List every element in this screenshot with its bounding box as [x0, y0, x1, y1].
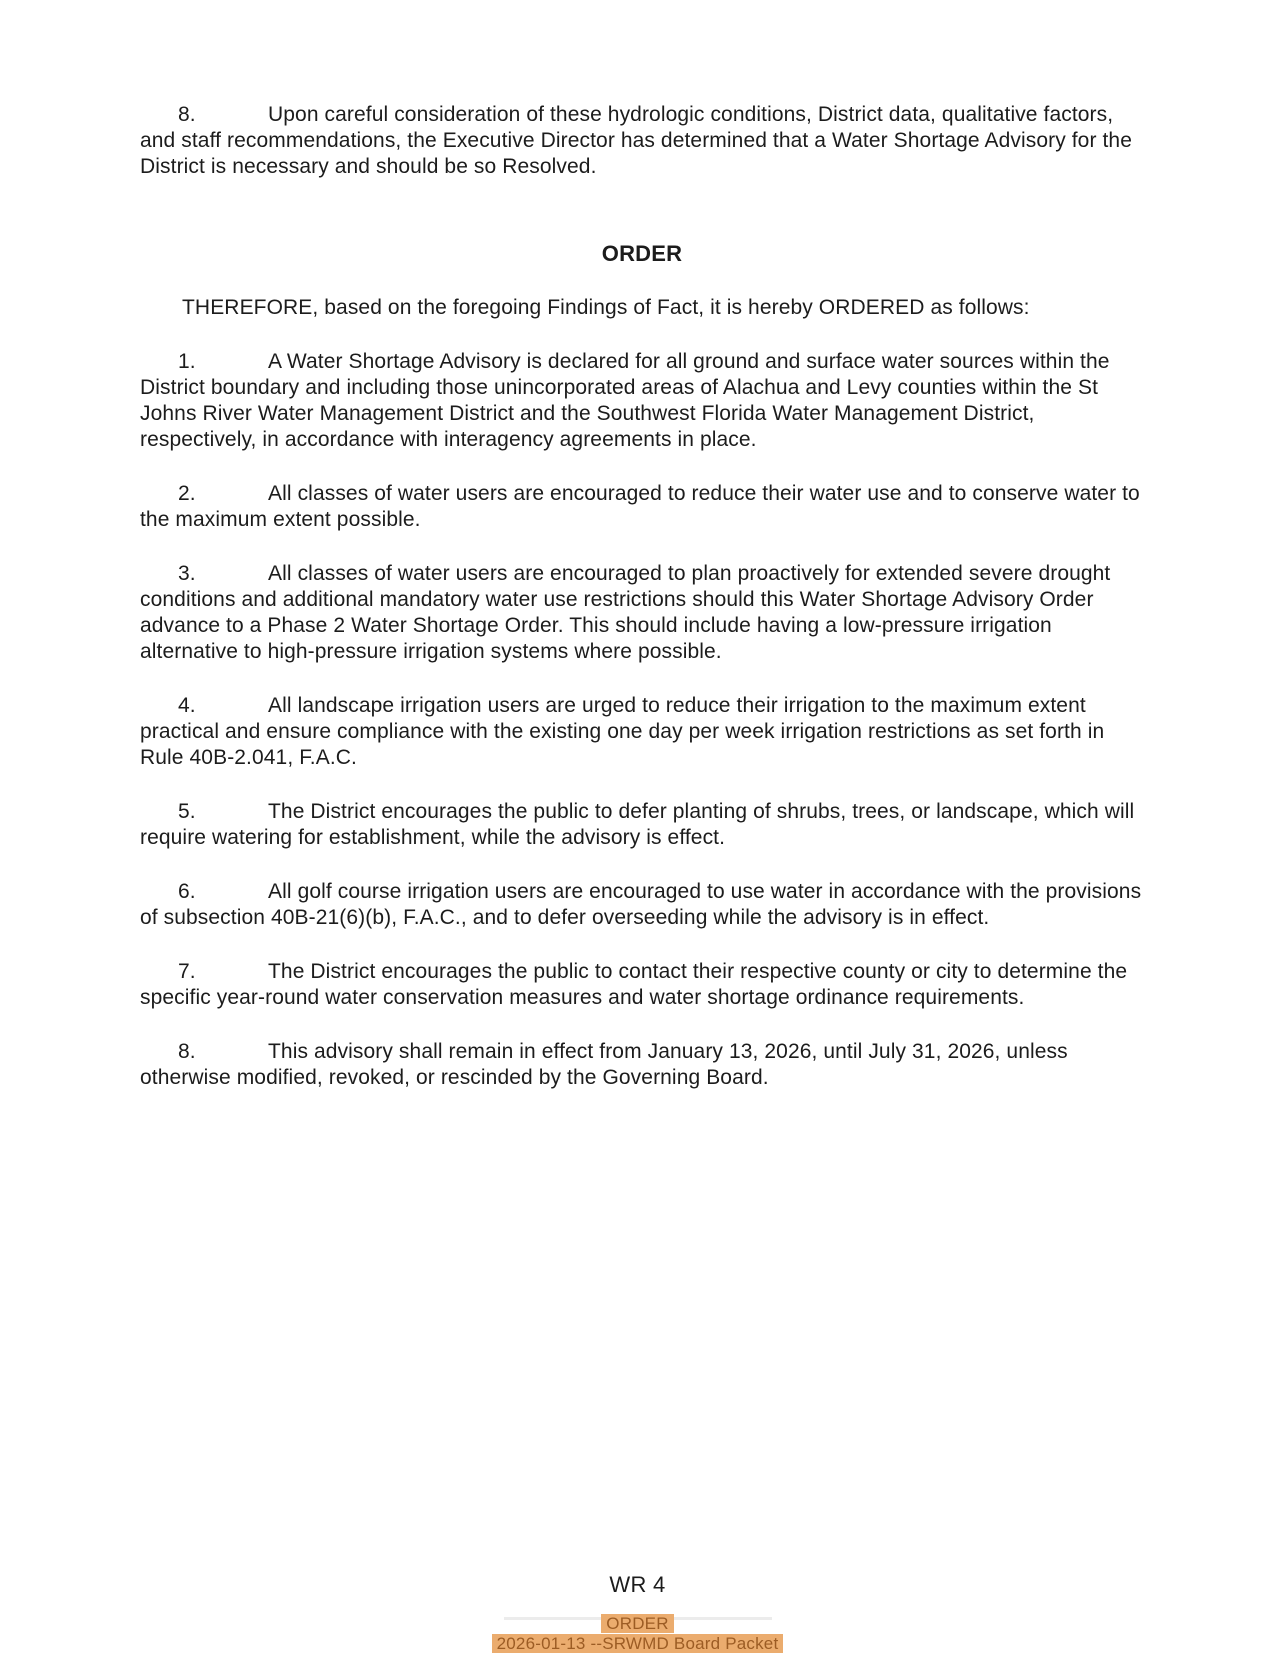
page-number-label: WR 4 — [609, 1572, 666, 1597]
item-number: 8. — [178, 1040, 196, 1063]
order-item-1 — [140, 349, 1144, 453]
stamp-row-packet — [0, 1634, 1275, 1653]
board-packet-stamp: 2026-01-13 --SRWMD Board Packet — [492, 1634, 784, 1653]
stamp-row-order — [0, 1614, 1275, 1633]
finding-paragraph — [140, 102, 1144, 180]
item-text: All classes of water users are encouraged to plan proactively for extended severe drought conditions and additional mandatory water use restrictions should this Water Shortage Advisory Order advance to a Phase 2 Water Shortage Order. This should include having a low-pressure irrigation alternative to high-pressure irrigation systems where possible. — [140, 562, 1111, 663]
item-text: The District encourages the public to contact their respective county or city to determine the specific year-round water conservation measures and water shortage ordinance requirements. — [140, 960, 1128, 1009]
item-text: All golf course irrigation users are encouraged to use water in accordance with the provisions of subsection 40B-21(6)(b), F.A.C., and to defer overseeding while the advisory is in effect. — [140, 880, 1142, 929]
finding-text: Upon careful consideration of these hydrologic conditions, District data, qualitative factors, and staff recommendations, the Executive Director has determined that a Water Shortage Advisory for the District is necessary and should be so Resolved. — [140, 103, 1132, 178]
item-text: This advisory shall remain in effect from January 13, 2026, until July 31, 2026, unless otherwise modified, revoked, or rescinded by the Governing Board. — [140, 1040, 1068, 1089]
item-number: 5. — [178, 800, 196, 823]
document-body — [140, 102, 1144, 1119]
order-item-2 — [140, 481, 1144, 533]
order-item-8 — [140, 1039, 1144, 1091]
order-item-6 — [140, 879, 1144, 931]
item-text: All landscape irrigation users are urged to reduce their irrigation to the maximum extent practical and ensure compliance with the existing one day per week irrigation restrictions as set forth in Rule 40B-2.041, F.A.C. — [140, 694, 1105, 769]
item-number: 6. — [178, 880, 196, 903]
order-stamp: ORDER — [601, 1614, 673, 1633]
item-text: A Water Shortage Advisory is declared for all ground and surface water sources within the District boundary and including those unincorporated areas of Alachua and Levy counties within the St Johns River Water Management District and the Southwest Florida Water Management District, respectively, in accordance with interagency agreements in place. — [140, 350, 1110, 451]
item-number: 7. — [178, 960, 196, 983]
item-number: 1. — [178, 350, 196, 373]
order-heading: ORDER — [601, 241, 683, 266]
page-footer — [0, 1572, 1275, 1653]
finding-number: 8. — [178, 103, 196, 126]
item-number: 4. — [178, 694, 196, 717]
item-text: All classes of water users are encouraged to reduce their water use and to conserve water to the maximum extent possible. — [140, 482, 1140, 531]
order-item-4 — [140, 693, 1144, 771]
therefore-line: THEREFORE, based on the foregoing Findings of Fact, it is hereby ORDERED as follows: — [182, 296, 1030, 319]
order-item-5 — [140, 799, 1144, 851]
item-number: 2. — [178, 482, 196, 505]
order-item-3 — [140, 561, 1144, 665]
order-item-7 — [140, 959, 1144, 1011]
item-number: 3. — [178, 562, 196, 585]
item-text: The District encourages the public to defer planting of shrubs, trees, or landscape, which will require watering for establishment, while the advisory is effect. — [140, 800, 1135, 849]
